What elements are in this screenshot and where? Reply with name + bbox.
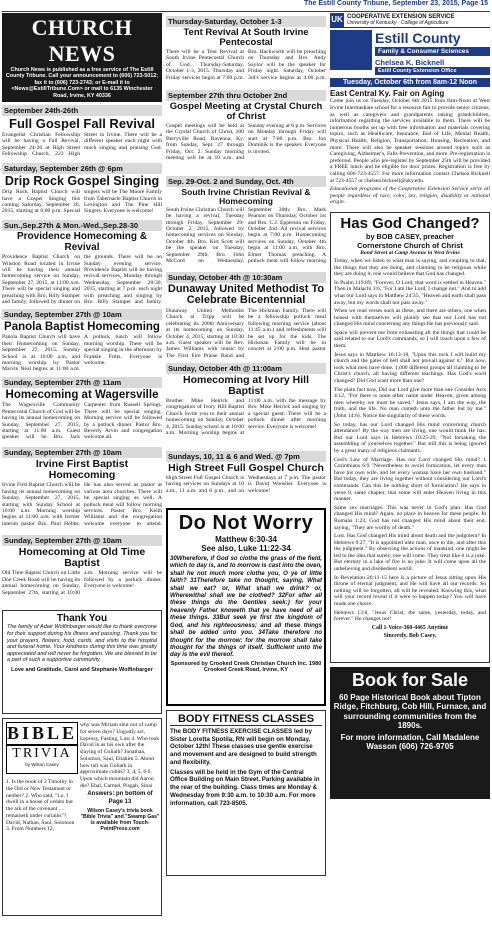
hgc-byline: by BOB CASEY, preacher	[366, 231, 454, 241]
do-not-worry-ref2: See also, Luke 11:22-34	[201, 543, 291, 553]
announcement-body: Irvine First Baptist Church will be having its annual homecoming on Sunday, September 27, 2015, starting with Sunday School at 10:00 a.m. Morning worship begins at 11:00 a.m. with former interim pastor Bro. Paul Hobbs. He has also served as pastor at various area churches. There will be special singing as well. A potluck meal will follow morning services. Pastor Bro. Keith Williams and the congregation welcome everyone to attend.	[2, 482, 162, 527]
announcement-body: Old Time Baptist Church on Little Doe Creek Road will be having its annual homecoming on Sunday, September 27th, starting at 10:00 a.m. Morning service will be followed by a potluck dinner. Everyone is welcome!	[2, 570, 162, 596]
header-rule	[2, 11, 490, 12]
announcement-body: Gospel meetings will be held at the Crystal Church of Christ, 100 Berryville Road, Ravenna, Ky. from Sunday, Sept. 27 through Friday, Oct. 2. Sunday morning meeting will be at 10 a.m. and Sunday evening at 6 p.m. Services on Monday through Friday will start at 7:00 p.m. Bro. Jon Dominik is the speaker. Everyone is invited.	[166, 122, 326, 161]
announcement-date: Sep. 29-Oct. 2 and Sunday, Oct. 4th	[166, 176, 326, 187]
announcement-date: Sunday, September 27th @ 10am	[2, 447, 162, 458]
hgc-p5: Jesus says in Matthew 16:13-18, "Upon this rock I will build my church and the gates of hell shall not prevail against it." But now, look what men have done. 1,000 different groups all claiming to be Christ's church, all having different teachings. Has God's word changed? Did God want more than one?	[334, 351, 486, 385]
announcement-title: Drip Rock Gospel Singing	[4, 174, 160, 189]
bible-trivia-logo	[6, 722, 78, 774]
announcement	[2, 374, 162, 444]
hgc-p11: In Revelation 20:11-15 here is a picture of Jesus sitting upon His throne of eternal judgment, and He will have all our records. So nothing will be forgotten, all will be revealed. Knowing this, what will your record reveal if it were to happen today? You will have made one choice.	[334, 574, 486, 608]
hgc-p3: When we read verses such as these, and there are others, one when honest with themselves will plainly see that our Lord has not changed His mind concerning any things He has previously said.	[334, 308, 486, 328]
uk-logo: UK	[330, 13, 344, 27]
extension-header-text	[347, 14, 454, 26]
body-fitness-p2: Classes will be held in the Gym of the Central Office Building on Main Street. Parking available in the rear of the building. Class times are Monday & Wednesday from 9:30 a.m. to 10:30 a.m. For more information, call 723-8505.	[170, 768, 320, 807]
extension-agent: Chelsea K. Bicknell	[375, 58, 445, 67]
announcement-date: Sunday, September 27th @ 10am	[2, 535, 162, 546]
hgc-sign1: Call 1-Voice-360-4465 Anytime	[371, 624, 449, 631]
extension-banner-text	[375, 30, 490, 75]
hgc-p9: Same sex marriages. This was never in God's plan. Has God changed His mind? Again, no place in heaven for these people. In Romans 1:23, God has not changed His mind about their end, saying, "They are worthy of death."	[334, 504, 486, 531]
book-for-sale-text: 60 Page Historical Book about Tipton Ridge, Fitchburg, Cob Hill, Furnace, and surrounding communities from the 1890s.	[333, 692, 487, 731]
announcement-title: Providence Homecoming & Revival	[16, 231, 148, 253]
do-not-worry-verse: 30Wherefore, if God so clothe the grass of the field, which to day is, and to morrow is cast into the oven, shall he not much more clothe you, O ye of little faith? 31Therefore take no thought, saying, What shall we eat? or, What shall we drink? or, Wherewithal shall we be clothed? 32For after all these things do the Gentiles seek:) for your heavenly Father knoweth that ye have need of all these things. 33But seek ye first the kingdom of God, and his righteousness; and all these things shall be added unto you. 34Take therefore no thought for the morrow: for the morrow shall take thought for the things of itself. Sufficient unto the day is the evil thereof.	[170, 554, 322, 659]
extension-county: Estill County	[375, 30, 461, 46]
announcement-body: Evangelist Christian Fellowship will be having a Fall Revival, September 24-26 at High Street Fellowship Church, 223 High Street in Irvine. There will be a different speaker each night with much singing and praising God.	[2, 132, 162, 158]
hgc-p1: Today, when we listen to what man is saying, and coupling to that, the things that they are doing, and claiming to be religious while they are doing it, one would believe that God has changed.	[334, 257, 486, 278]
announcement-date: Thursday-Saturday, October 1-3	[166, 16, 326, 27]
announcement	[166, 13, 326, 87]
hgc-title: Has God Changed?	[340, 214, 480, 232]
announcement	[2, 532, 162, 604]
column-middle	[166, 13, 326, 876]
announcement-body: Brother Mike Heirick and congregation of Ivory Hill Baptist Church invite you to their annual homecoming on Sunday, October 4, 2015. Sunday school is at 10:00 a.m. Morning worship begins at 11:00 a.m. with the message by Bro. Mike Heirick and singing by a special guest. There will be a potluck dinner after morning service. Everyone is welcome!	[166, 397, 326, 436]
trivia-footer: Wilson Casey's trivia book "Bible Trivia" and "Swamp Gas" is available from Touch-PointPress.com	[80, 807, 160, 833]
hgc-p7: So today, has our Lord changed His mind concerning church attendance? By the way men are living, one would think He has. But our Lord says in Hebrews 10:25-29, "Not forsaking the assembling of yourselves together." But still this is being ignored by a great many of religious claimants.	[334, 421, 486, 454]
announcement	[2, 160, 162, 217]
body-fitness-title: BODY FITNESS CLASSES	[170, 713, 322, 726]
announcement-title: Gospel Meeting at Crystal Church of Christ	[169, 100, 323, 122]
trivia-answers: Answers: pn bottom of Page 13	[87, 791, 153, 805]
hgc-p10: Lost. Has God changed His mind about death and the judgment? In Hebrews 9:27, "It is appointed unto man, once to die, and after this the judgment." By observing the actions of mankind, one might be led to the idea that surely, one will come. They treat like it is a joke. But eternity in a lake of fire is no joke. It will come upon all the unbelieving and disobedient world.	[334, 533, 486, 573]
body-fitness-box	[166, 710, 326, 876]
announcement-date: Saturday, September 26th @ 6pm	[2, 163, 162, 174]
hgc-p6: The plain fact now, Did our Lord give more than one Consider Acts 4:12, "For there is none other name under Heaven, given among men whereby we must be saved." Jesus says, I am the way, the truth, and the life. No man cometh unto the father but by me." (John 14:6). Notice the singularity of these words.	[334, 386, 486, 419]
church-news-subtitle: Church News is published as a free service of The Estill County Tribune. Call your announcement to (606) 723-5012; fax it to (606) 723-2743; or E-mail it to <News@EstillTribune.Com> or mail to 6135 Winchester Road, Irvine, KY 40336	[5, 67, 159, 99]
extension-agent-title: Estill County Extension Office	[375, 67, 490, 75]
announcement-body: High Street Full Gospel Church is having services on Sundays at 10 a.m., 11 a.m. and 6 p.m., and on Wednesdays at 7 p.m. The pastor is David Wooslier. Everyone is welcome!	[166, 474, 326, 494]
middle-announcements	[166, 13, 326, 505]
announcement-title: Panola Baptist Homecoming	[4, 321, 160, 334]
hgc-sign2: Sincerely, Bob Casey,	[383, 632, 437, 639]
thank-you-box	[2, 610, 162, 714]
extension-header	[330, 13, 490, 28]
announcement-title: Homecoming at Wagersville	[5, 389, 159, 402]
announcement-date: Sunday, September 27th @ 10am	[2, 309, 162, 320]
announcement-date: Sunday, October 4th @ 11:00am	[166, 363, 326, 374]
announcement-title: Dunaway United Methodist To Celebrate Bicentennial	[167, 282, 325, 307]
do-not-worry-box	[166, 508, 326, 706]
announcement-body: Panola Baptist Church will have their Homecoming on Sunday, September 27, 2015. Sunday School is at 10:00 a.m. and morning worship by Pastor Marvin Neal begins at 11:00 a.m. A potluck lunch will follow morning worship. There will be special singing in the afternoon by Frankie Fritts. Everyone is welcome.	[2, 334, 162, 373]
announcement-title: Homecoming at Old Time Baptist	[18, 546, 146, 570]
book-for-sale-info: For more information, Call Madalene Wasson (606) 726-9705	[340, 732, 480, 752]
hgc-p4: Space will prevent me from exhausting all the things that could be said related to our Lord's commands, so I will touch upon a few of them.	[334, 329, 486, 350]
announcement-date: Sundays, 10, 11 & 6 and Wed. @ 7pm	[166, 451, 326, 462]
do-not-worry-sponsor: Sponsored by Crooked Creek Christian Church Inc. 1980 Crooked Creek Road, Irvine, KY	[170, 660, 322, 673]
column-right	[330, 13, 490, 799]
announcement-title: Full Gospel Fall Revival	[9, 116, 155, 132]
announcement-date: Sunday, October 4th @ 10:30am	[166, 272, 326, 283]
extension-photo	[330, 30, 372, 70]
announcement	[166, 173, 326, 269]
announcement	[2, 444, 162, 532]
book-for-sale-title: Book for Sale	[351, 669, 469, 690]
trivia-questions-right	[80, 722, 160, 832]
has-god-changed-box	[330, 212, 490, 663]
announcement-title: Tent Revival At South Irvine Pentecostal	[183, 27, 309, 48]
announcement	[2, 102, 162, 160]
announcement-body: Providence Baptist Church on Winston Road located in Irvine will be having their annual homecoming service on Sunday, September 27, 2015, at 11:00 a.m. There will be special singing and preaching with Bro. Billy Stamper and family, followed by dinner on the grounds. There will be no Sunday evening service. Providence Baptist will be having revival services, Monday through Wednesday, September 28-30, 2015, starting at 7 p.m. each night with preaching and singing by Bro. Billy Stamper and family.	[2, 254, 162, 306]
announcement-body: South Irvine Christian Church will be having a revival, Tuesday through Friday, September 29-October 2, 2015, followed by homecoming services on Sunday, October 4th. Bro. Kirt Scott will be the speaker on Tuesday, September 29th; Bro. John McCord on Wednesday, September 30th; Bro. Mark Pearson on Thursday, October 1st and Bro. C.J. Epperson on Friday, October 2nd. All revival services begin at 7:00 p.m. Homecoming services on Sunday, October 4th begin at 11:00 a.m. with Bro. Elmer Thomas preaching. A potluck meal will follow morning	[166, 206, 326, 265]
announcement-body: The Wagersville Community Pentecostal Church of God will be having its annual homecoming on Sunday, September 27, 2015, starting at 11:00 a.m. Guest speaker will be Bro. Jack Carpenter from Russell Springs. There will be special singing. Morning service will be followed by a potluck dinner. Pastor Bro. Beverly Arvin and congregation welcome all.	[2, 402, 162, 441]
hgc-p12: Hebrews 13:8, "Jesus Christ, the same, yesterday, today, and forever." He changes not!	[334, 609, 486, 623]
announcement-title: South Irvine Christian Revival & Homecoming	[181, 186, 311, 206]
bible-trivia-logo-bottom: TRIVIA	[12, 746, 72, 762]
header-text: The Estill County Tribune, September 23, 2015, Page 15	[303, 0, 488, 7]
do-not-worry-ref: Matthew 6:30-34	[215, 534, 277, 544]
church-news-banner	[2, 13, 162, 102]
extension-note: Educational programs of the Cooperative Extension Service serve all people regardless of race, color, sex, religion, disability or national origin.	[330, 186, 490, 206]
announcement-title: Homecoming at Ivory Hill Baptist	[182, 373, 310, 397]
announcement-body: Dunaway United Methodist Church at Tripp will be celebrating its 200th Anniversary at its homecoming on Sunday, October 4, 2015, starting at 10:30 a.m. Guest speaker will be Rev. James Williams with music by The First Fire Praise Band and The Hickman Family. There will be a fellowship potluck meal following morning service (about 11:45 a.m.) and refreshments will be set up for the kids. The Hickman Family will be in concert at 2:00 p.m. Host pastor	[166, 307, 326, 359]
announcement	[166, 448, 326, 505]
extension-university: University of Kentucky · College of Agriculture	[347, 20, 449, 26]
hgc-church: Cornerstone Church of Christ	[357, 240, 463, 250]
hgc-address: Bond Street at Camp Avenue in West Irvine	[360, 249, 460, 256]
extension-article	[330, 89, 490, 206]
announcement-title: High Street Full Gospel Church	[168, 461, 324, 474]
page-header	[0, 0, 492, 11]
announcement	[166, 87, 326, 173]
left-announcements	[2, 102, 162, 604]
announcement-body: There will be a Tent Revival at South Irvine Pentecostal Church of God, Thursday-Saturday, October 1-3, 2015. Thursday and Friday services begin at 7:00 p.m. Bro. Hackworth will be preaching on Thursday and Bro. Andy Saylor will be the speaker for Friday night. Saturday, October 3rd's service begins at 4:00 p.m.	[166, 48, 326, 81]
body-fitness-p1: The BODY FITNESS EXERCISE CLASSES led by Sister Loretta Spotila, RN will begin on Monday, October 12th! These classes use gentle exercise and movement and are designed to build strength and flexibility.	[170, 727, 317, 766]
extension-headline: East Central Ky. Fair on Aging	[330, 89, 445, 98]
extension-dates: Tuesday, October 6th from 8am-12 Noon	[330, 78, 490, 87]
trivia-questions-right-text: why was Miriam shut out of camp for seven days? Ungodly act, Leprosy, Fasting, Lust 4. Who took David in as his own after the slaying of Goliath? Jonathan, Solomon, Saul, Eliakim 5. About how tall was Goliath in approximate cubits? 3, 4, 5, 6 6. Upon which mountain did Aaron die? Ebal, Carmel, Pisgah, Sinai	[80, 722, 160, 789]
announcement-date: September 27th thru October 2nd	[166, 90, 326, 101]
announcement-body: Drip Rock Baptist Church will have a Gospel Singing this coming Saturday, September 26, 2015, starting at 6:00 p.m. Special singers will be The Moore Family from Tabernacle Baptist Church in Lexington and The Pine Hill Singers. Everyone is welcome!	[2, 189, 162, 215]
trivia-questions-left: 1. Is the book of 3 Timothy in the Old or New Testament or neither? 2. Who said, "Lo, I dwell in a house of cedars but the ark of the covenant ... remaineth under curtains"? David, Nathan, Saul, Solomon 3. From Numbers 12,	[6, 779, 75, 833]
thank-you-text: The family of Adair Wolfinbarger would like to thank everyone for their support during his illness and passing. Thank you for your prayers, flowers, food, cards, and visits to the hospital and funeral home. Your kindness during this time was greatly appreciated and will never be forgotten. We are blessed to be a part of such a supportive community.	[7, 624, 157, 664]
announcement-date: Sun.,Sep.27th & Mon.-Wed.,Sep.28-30	[2, 220, 162, 231]
extension-banner	[330, 30, 490, 75]
thank-you-title: Thank You	[56, 613, 108, 625]
bible-trivia-box	[2, 718, 162, 916]
announcement	[2, 306, 162, 374]
extension-fcs: Family & Consumer Sciences	[375, 47, 490, 56]
bible-trivia-logo-top: BIBLE	[7, 723, 77, 746]
hgc-p8: God's Law of Marriage. Has our Lord changed His mind? 1 Corinthians 6:9 "Nevertheless to avoid fornication, let every man have his own wife, and let every woman have her own husband." But today, they are living together without considering our Lord's commands. Can this be nothing short of fornication? He says in verse 9, same chapter, that some will enter Heaven living in this manner.	[334, 456, 486, 503]
announcement-date: Sunday, September 27th @ 11am	[2, 377, 162, 388]
extension-org: COOPERATIVE EXTENSION SERVICE	[347, 14, 455, 20]
church-news-title: CHURCH NEWS	[31, 15, 133, 66]
do-not-worry-title: Do Not Worry	[178, 511, 314, 534]
extension-body: Come join us on Tuesday, October 6th 2015 from 8am-Noon at West Irvine Intermediate school for a resource fair to provide senior citizens, as well as caregivers and grandparents raising grandchildren, information regarding the services available to them. There will be numerous booths set up with free information and materials covering topics, such as Healthcare, Insurance, End of Life, Mental Health, Physical Health, Religion, Transportation, Housing, Recreation, and more. There will also be speaker sessions around topics such as Caregiving, Alzheimer's, Falls Prevention, and more. Pre-registration is preferred. People who pre-register by September 25th will be provided a FREE lunch and be eligible for door prizes. Registration is free by calling 606-723-4557. For more information contact Chelsea Bicknell at 723-4557 or chelsea.bicknell@uky.edu.	[330, 98, 490, 184]
thank-you-sign: Love and Gratitude, Carol and Stephanie Wolfinbarger	[11, 666, 153, 673]
announcement	[166, 360, 326, 448]
bible-trivia-byline: by Wilson Casey	[25, 762, 59, 768]
announcement-title: Irvine First Baptist Homecoming	[35, 458, 129, 482]
column-left	[2, 13, 162, 916]
book-for-sale-box	[330, 667, 490, 799]
announcement	[2, 217, 162, 306]
announcement	[166, 269, 326, 360]
hgc-p2: In Psalm 119:89, "Forever, O Lord, that word is settled in Heaven." Then in Malachi 3:6, "For I am the Lord, I change not." And to add what our Lord says in Matthew 24:35, "Heaven and earth shall pass away, but my words shall not pass away."	[334, 279, 486, 306]
announcement-date: September 24th-26th	[2, 105, 162, 116]
